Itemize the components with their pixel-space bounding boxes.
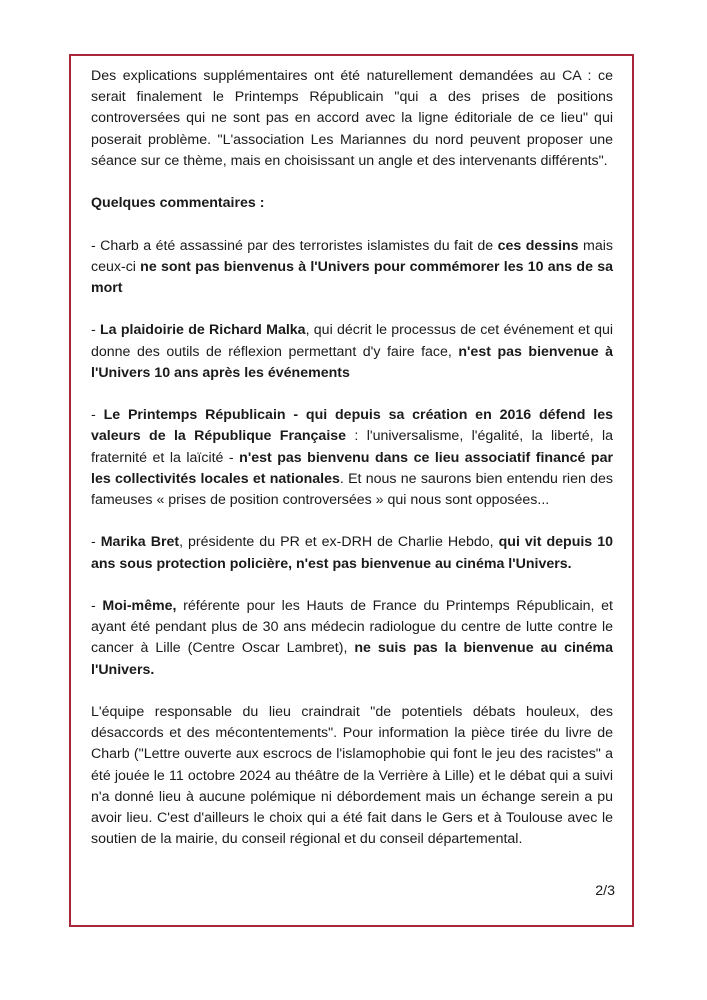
text-run: - bbox=[91, 407, 104, 424]
text-run: : l'universalisme, l'égalité, la liberté, la fraternité et la laïcité - bbox=[91, 428, 614, 466]
bold-text: ne sont pas bienvenus à l'Univers pour commémorer les 10 ans de sa mort bbox=[91, 258, 613, 296]
text-run: , qui décrit le processus de cet événement et qui donne des outils de réflexion permettant d'y faire face, bbox=[91, 322, 614, 360]
document-body bbox=[91, 66, 613, 850]
text-run: mais ceux-ci bbox=[91, 237, 613, 275]
text-run: Des explications supplémentaires ont été naturellement demandées au CA : ce serait finalement le Printemps Républicain "qui a des prises de positions controversées qui ne sont pas en accord avec la ligne éditoriale de ce lieu" qui poserait problème. "L'association Les Mariannes du nord peuvent proposer une séance sur ce thème, mais en choisissant un angle et des intervenants différents". bbox=[91, 68, 613, 169]
paragraph bbox=[91, 66, 613, 172]
bold-text: ces dessins bbox=[497, 237, 579, 254]
text-run: . Et nous ne saurons bien entendu rien des fameuses « prises de position controversées » qui nous sont opposées... bbox=[91, 470, 613, 508]
text-run: référente pour les Hauts de France du Printemps Républicain, et ayant été pendant plus de 30 ans médecin radiologue du centre de lutte contre le cancer à Lille (Centre Oscar Lambret), bbox=[91, 597, 613, 657]
bold-text: Le Printemps Républicain - qui depuis sa création en 2016 défend les valeurs de la République Française bbox=[91, 407, 613, 445]
bold-text: Moi-même, bbox=[102, 597, 177, 614]
bold-text: n'est pas bienvenue à l'Univers 10 ans après les événements bbox=[91, 343, 613, 381]
page-number: 2/3 bbox=[595, 883, 615, 899]
paragraph bbox=[91, 405, 613, 511]
text-run: - bbox=[91, 322, 101, 339]
paragraph bbox=[91, 702, 613, 850]
paragraph bbox=[91, 236, 613, 300]
text-run: - bbox=[91, 597, 103, 614]
bold-text: Quelques commentaires : bbox=[91, 195, 265, 212]
bold-text: La plaidoirie de Richard Malka bbox=[100, 322, 306, 339]
paragraph bbox=[91, 320, 613, 384]
bold-text: qui vit depuis 10 ans sous protection policière, n'est pas bienvenue au cinéma l'Univers. bbox=[91, 534, 613, 572]
section-heading bbox=[91, 193, 613, 214]
text-run: , présidente du PR et ex-DRH de Charlie Hebdo, bbox=[179, 534, 499, 551]
text-run: - Charb a été assassiné par des terroristes islamistes du fait de bbox=[91, 237, 498, 254]
bold-text: Marika Bret bbox=[100, 534, 180, 551]
bold-text: ne suis pas la bienvenue au cinéma l'Univers. bbox=[91, 640, 613, 678]
bold-text: n'est pas bienvenu dans ce lieu associatif financé par les collectivités locales et nationales bbox=[91, 449, 614, 487]
paragraph bbox=[91, 532, 613, 574]
paragraph bbox=[91, 596, 613, 681]
text-run: - bbox=[91, 534, 101, 551]
text-run: L'équipe responsable du lieu craindrait "de potentiels débats houleux, des désaccords et des mécontentements". Pour information la pièce tirée du livre de Charb ("Lettre ouverte aux escrocs de l'islamophobie qui font le jeu des racistes" a été jouée le 11 octobre 2024 au théâtre de la Verrière à Lille) et le débat qui a suivi n'a donné lieu à aucune polémique ni débordement mais un échange serein a pu avoir lieu. C'est d'ailleurs le choix qui a été fait dans le Gers et à Toulouse avec le soutien de la mairie, du conseil régional et du conseil départemental. bbox=[91, 703, 613, 848]
